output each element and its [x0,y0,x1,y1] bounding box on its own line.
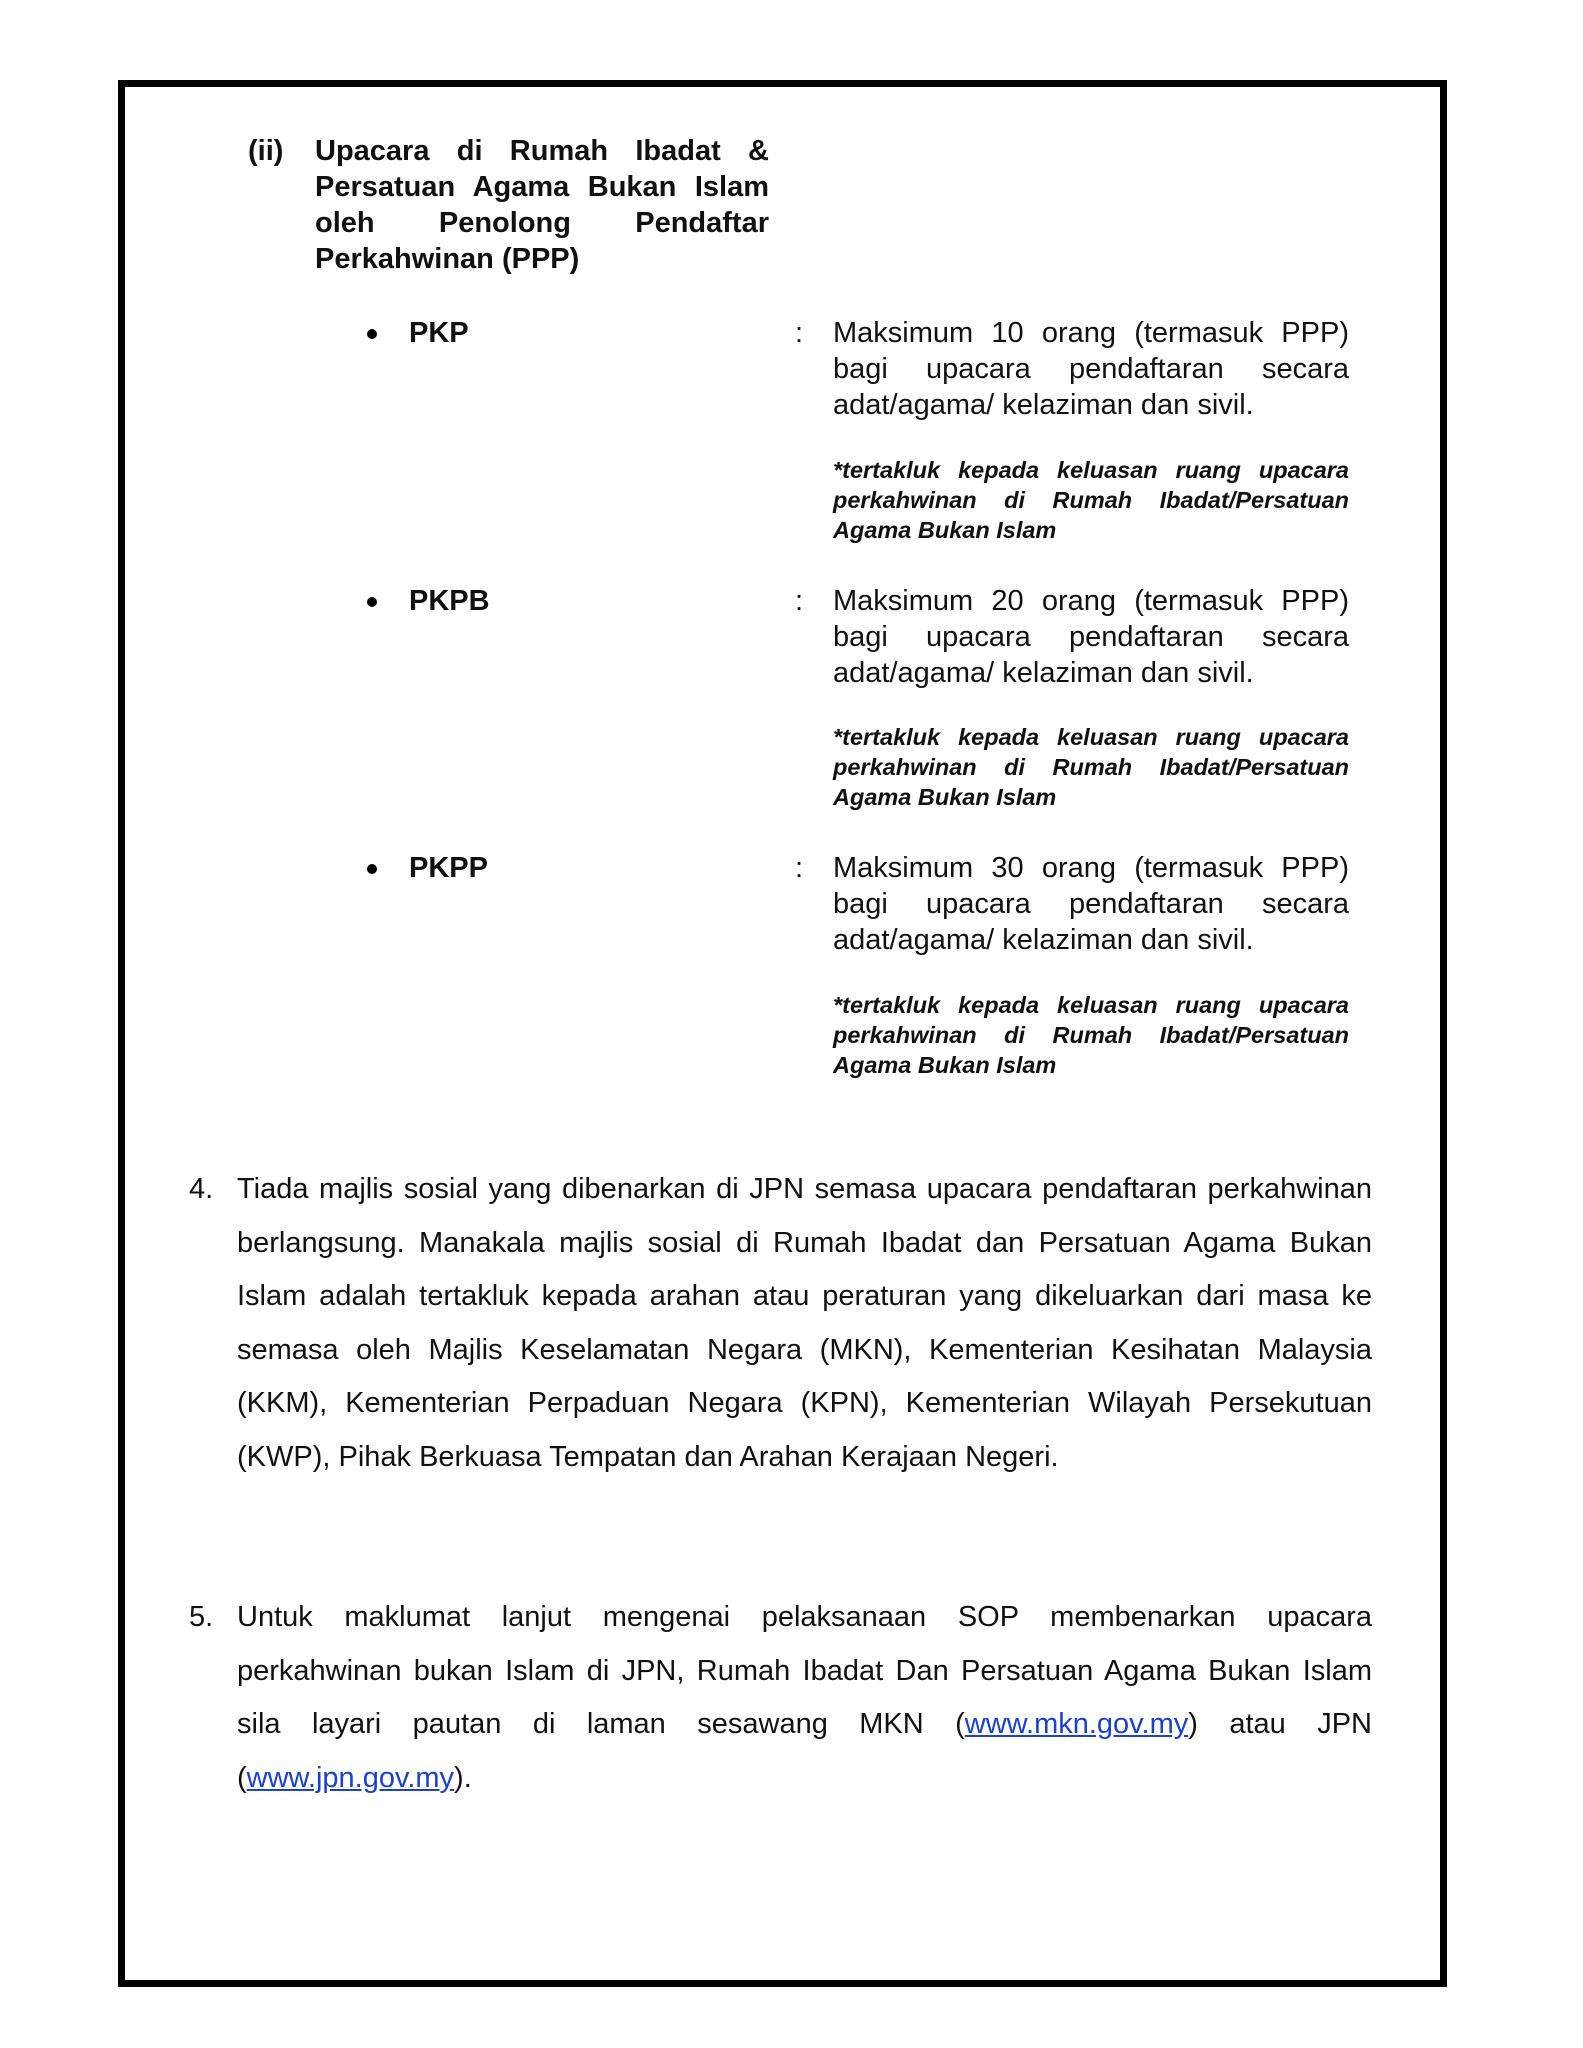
bullet-icon [367,597,377,607]
section-title: Upacara di Rumah Ibadat & Persatuan Agama Bukan Islam oleh Penolong Pendaftar Perkahwinan (PPP) [315,135,769,275]
phase-label-pkpp: PKPP [409,852,488,884]
paragraph-5-text-middle: ) atau JPN ( [237,1708,1373,1794]
bullet-icon [367,864,377,874]
paragraph-4-number: 4. [189,1173,214,1205]
paragraph-5-text-before: Untuk maklumat lanjut mengenai pelaksanaan SOP membenarkan upacara perkahwinan bukan Islam di JPN, Rumah Ibadat Dan Persatuan Agama Bukan Islam sila layari pautan di laman sesawang MKN ( [237,1601,1372,1740]
paragraph-5-number: 5. [189,1601,214,1633]
phase-note-pkp: *tertakluk kepada keluasan ruang upacara perkahwinan di Rumah Ibadat/Persatuan Agama Bukan Islam [833,457,1349,543]
paragraph-5-text-after: ). [454,1761,472,1794]
phase-label-pkp: PKP [409,317,469,349]
paragraph-5-text [237,1591,1372,1805]
phase-colon: : [795,852,804,884]
section-number: (ii) [248,135,284,167]
bullet-icon [367,329,377,339]
phase-colon: : [795,585,804,617]
phase-rule-pkpp: Maksimum 30 orang (termasuk PPP) bagi upacara pendaftaran secara adat/agama/ kelaziman dan sivil. [833,852,1349,956]
phase-rule-pkp: Maksimum 10 orang (termasuk PPP) bagi upacara pendaftaran secara adat/agama/ kelaziman dan sivil. [833,317,1349,421]
phase-rule-pkpb: Maksimum 20 orang (termasuk PPP) bagi upacara pendaftaran secara adat/agama/ kelaziman dan sivil. [833,585,1349,689]
mkn-website-link[interactable]: www.mkn.gov.my [964,1708,1189,1740]
phase-label-pkpb: PKPB [409,585,490,617]
phase-colon: : [795,317,804,349]
phase-note-pkpb: *tertakluk kepada keluasan ruang upacara perkahwinan di Rumah Ibadat/Persatuan Agama Bukan Islam [833,724,1349,810]
paragraph-4-text: Tiada majlis sosial yang dibenarkan di JPN semasa upacara pendaftaran perkahwinan berlangsung. Manakala majlis sosial di Rumah Ibadat dan Persatuan Agama Bukan Islam adalah tertakluk kepada arahan atau peraturan yang dikeluarkan dari masa ke semasa oleh Majlis Keselamatan Negara (MKN), Kementerian Kesihatan Malaysia (KKM), Kementerian Perpaduan Negara (KPN), Kementerian Wilayah Persekutuan (KWP), Pihak Berkuasa Tempatan dan Arahan Kerajaan Negeri. [237,1173,1372,1473]
jpn-website-link[interactable]: www.jpn.gov.my [246,1761,455,1794]
phase-note-pkpp: *tertakluk kepada keluasan ruang upacara perkahwinan di Rumah Ibadat/Persatuan Agama Bukan Islam [833,992,1349,1078]
